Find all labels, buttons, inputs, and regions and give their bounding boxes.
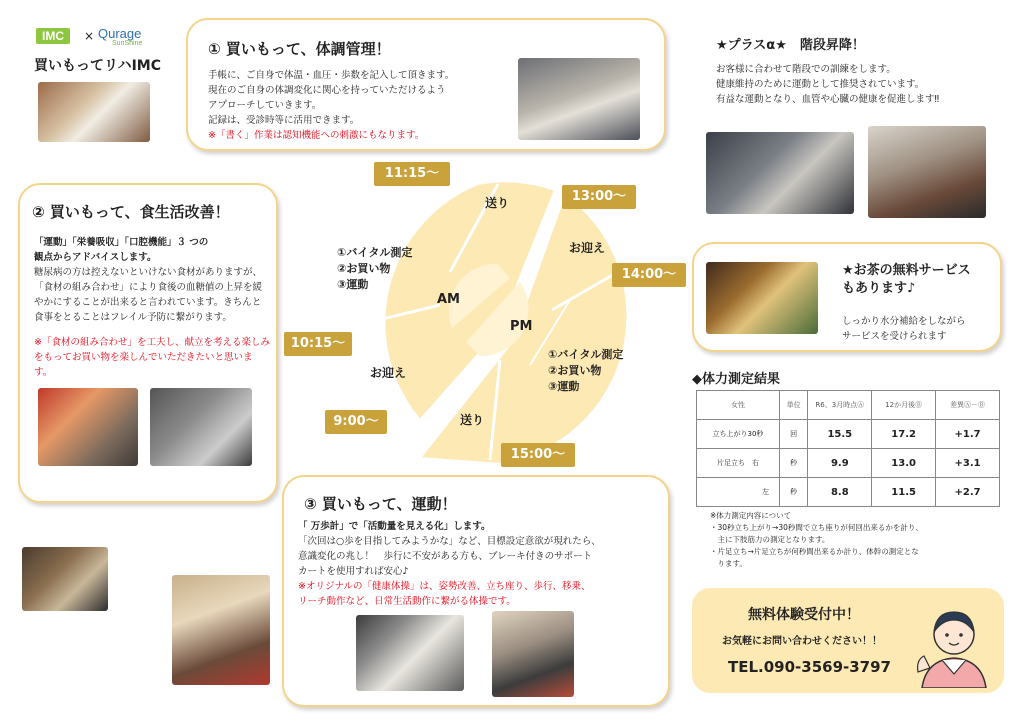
table-cell: 9.9: [808, 449, 872, 478]
table-row: [697, 420, 1000, 449]
time-label-1400: 14:00〜: [612, 263, 686, 287]
staff-illustration-icon: [912, 602, 996, 688]
photo-shopping-cart: [150, 388, 252, 466]
photo-exercise-room: [706, 132, 854, 214]
table-row: [697, 449, 1000, 478]
table-header-cell: 女性: [697, 391, 780, 420]
photo-stair-training: [868, 126, 986, 218]
section-1-title: ① 買いもって、体調管理！: [208, 40, 391, 58]
trial-phone[interactable]: TEL.090-3569-3797: [728, 658, 891, 676]
wheel-am-send: 送り: [485, 196, 510, 210]
table-header-cell: 単位: [779, 391, 807, 420]
photo-tea-bottles: [706, 262, 818, 334]
photo-vegetable-shopping: [38, 388, 138, 466]
wheel-pm-item: ①バイタル測定: [548, 348, 624, 361]
wheel-pm-pick: お迎え: [569, 241, 606, 255]
section-3-note: ※オリジナルの「健康体操」は、姿勢改善、立ち座り、歩行、移乗、 リーチ動作など、日常生活動作に繋がる体操です。: [298, 581, 591, 607]
photo-store-entrance: [38, 82, 150, 142]
section-health-management: [186, 18, 666, 151]
table-cell: 13.0: [872, 449, 936, 478]
wheel-pm-send: 送り: [460, 413, 485, 427]
table-header-cell: 12か月後Ⓑ: [872, 391, 936, 420]
table-cell: 17.2: [872, 420, 936, 449]
section-2-lead: 「運動」「栄養吸収」「口腔機能」３ つの 観点からアドバイスします。: [34, 237, 209, 263]
table-header-cell: 差異Ⓐ－Ⓑ: [936, 391, 1000, 420]
table-cell: 立ち上がり30秒: [697, 420, 780, 449]
wheel-am-label: AM: [437, 292, 460, 307]
logo-times: ×: [84, 29, 95, 43]
wheel-am-item: ②お買い物: [337, 262, 391, 275]
section-2-note: ※「食材の組み合わせ」を工夫し、献立を考える楽しみをもってお買い物を楽しんでいただきたいと思います。: [34, 337, 270, 378]
table-cell: 8.8: [808, 478, 872, 507]
photo-aisle-walking: [172, 575, 270, 685]
wheel-am-item: ①バイタル測定: [337, 246, 413, 259]
trial-title: 無料体験受付中！: [748, 607, 860, 623]
time-label-1015: 10:15〜: [284, 332, 352, 356]
results-notes: ※体力測定内容について ・30秒立ち上がり→30秒間で立ち座りが何回出来るかを計り、 主に下肢筋力の測定となります。 ・片足立ち→片足立ちが何秒間出来るか計り、体幹の測定とな ります。: [710, 511, 923, 568]
time-label-1115: 11:15〜: [374, 162, 450, 186]
wheel-pm-list: [548, 347, 623, 395]
table-cell: 11.5: [872, 478, 936, 507]
table-cell: 15.5: [808, 420, 872, 449]
tea-title: ★お茶の無料サービス もあります♪: [842, 263, 971, 296]
section-2-title: ② 買いもって、食生活改善！: [32, 203, 230, 221]
section-1-body: 手帳に、ご自身で体温・血圧・歩数を記入して頂きます。 現在のご自身の体調変化に関心を持っていただけるよう アプローチしていきます。 記録は、受診時等に活用できます。: [208, 70, 455, 126]
section-3-body: 「次回は○歩を目指してみようかな」など、目標設定意欲が現れたら、 意識変化の兆し！ 歩行に不安がある方も、ブレーキ付きのサポート カートを使用すれば安心♪: [298, 536, 601, 577]
table-header-cell: R6、3月時点Ⓐ: [808, 391, 872, 420]
table-row: [697, 478, 1000, 507]
photo-writing-notebook: [518, 58, 640, 140]
wheel-pm-item: ③運動: [548, 380, 580, 393]
wheel-am-list: [337, 245, 412, 293]
section-exercise: [282, 475, 670, 707]
partner-logo-sub: SunShine: [112, 40, 143, 47]
section-1-note: ※「書く」作業は認知機能への刺激にもなります。: [208, 130, 425, 141]
wheel-pm-label: PM: [510, 319, 533, 334]
results-table: [696, 390, 1000, 507]
table-header-row: [697, 391, 1000, 420]
wheel-am-pick: お迎え: [370, 366, 407, 380]
tea-body: しっかり水分補給をしながら サービスを受けられます: [842, 316, 966, 342]
wheel-pm-item: ②お買い物: [548, 364, 602, 377]
section-3-lead: 「 万歩計」で「活動量を見える化」します。: [298, 521, 491, 532]
tea-service-card: [692, 242, 1002, 352]
photo-store-shelf: [22, 547, 108, 611]
table-cell: 秒: [779, 449, 807, 478]
results-title: ◆体力測定結果: [692, 372, 780, 387]
photo-pedometer-notebook: [356, 615, 464, 691]
trial-sub: お気軽にお問い合わせください！！: [722, 636, 882, 647]
wheel-am-item: ③運動: [337, 278, 369, 291]
logo-block: [36, 26, 176, 48]
table-cell: 左: [697, 478, 780, 507]
time-label-1300: 13:00〜: [562, 185, 636, 209]
time-label-1500: 15:00〜: [501, 443, 575, 467]
stairs-title: ★プラスα★ 階段昇降！: [716, 38, 865, 53]
section-2-body: 糖尿病の方は控えないといけない食材がありますが、「食材の組み合わせ」により食後の血糖値の上昇を緩やかにすることが出来ると言われています。きちんと食事をとることはフレイル予防に繋がります。: [34, 267, 263, 323]
partner-logo: Qurage: [98, 26, 142, 41]
table-cell: 秒: [779, 478, 807, 507]
time-label-0900: 9:00〜: [325, 410, 387, 434]
imc-logo: IMC: [36, 28, 70, 44]
page-title: 買いもってリハIMC: [34, 58, 161, 74]
table-cell: +1.7: [936, 420, 1000, 449]
stairs-body: お客様に合わせて階段での訓練をします。 健康維持のために運動として推奨されています。 有益な運動となり、血管や心臓の健康を促進します‼: [716, 64, 940, 105]
table-cell: 回: [779, 420, 807, 449]
free-trial-card: [692, 588, 1004, 693]
table-cell: +3.1: [936, 449, 1000, 478]
section-diet-improvement: [18, 183, 278, 503]
section-3-title: ③ 買いもって、運動！: [304, 495, 457, 513]
table-cell: 片足立ち 右: [697, 449, 780, 478]
photo-cart-walking: [492, 611, 574, 697]
table-cell: +2.7: [936, 478, 1000, 507]
